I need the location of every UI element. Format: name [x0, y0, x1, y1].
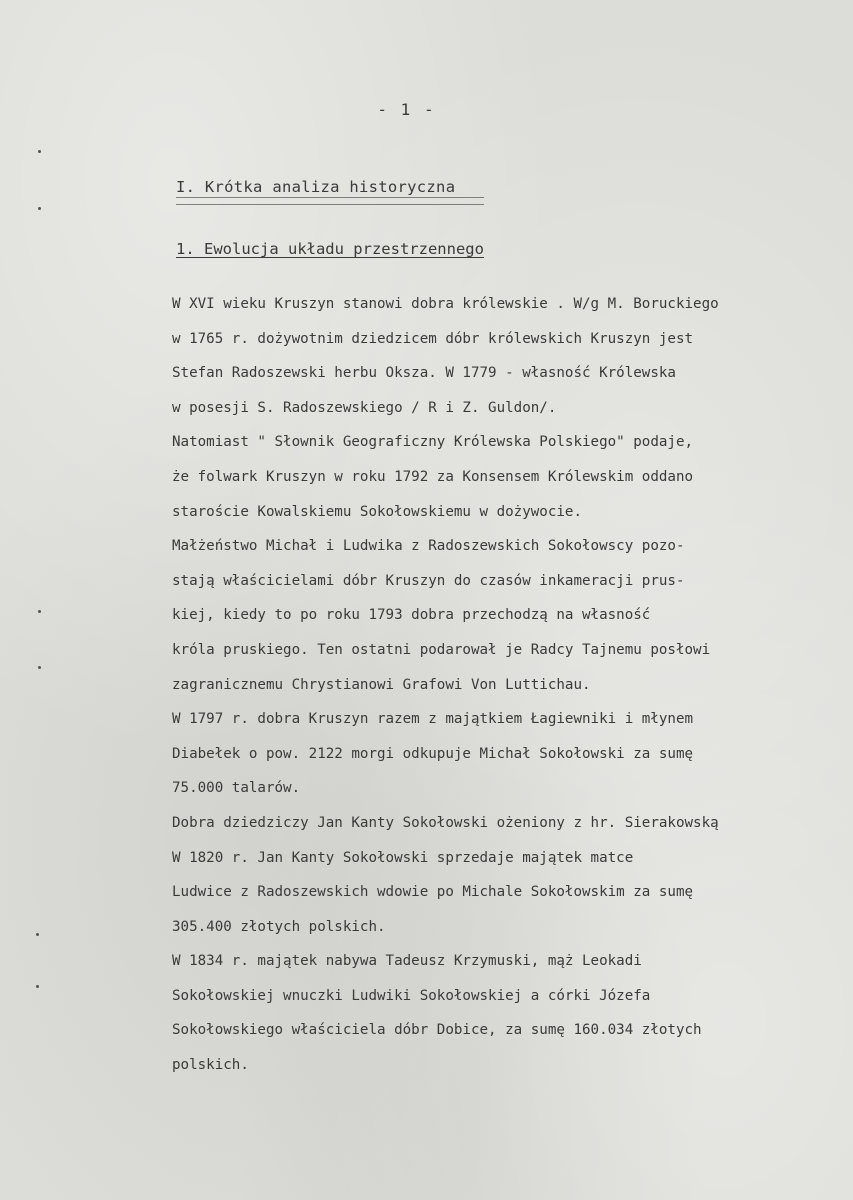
body-line: Sokołowskiej wnuczki Ludwiki Sokołowskiej a córki Józefa: [172, 987, 651, 1004]
body-line: Natomiast " Słownik Geograficzny Królewska Polskiego" podaje,: [172, 434, 694, 451]
body-line: Diabełek o pow. 2122 morgi odkupuje Michał Sokołowski za sumę: [172, 745, 694, 762]
body-line: staroście Kowalskiemu Sokołowskiemu w dożywocie.: [172, 503, 582, 520]
body-line: w 1765 r. dożywotnim dziedzicem dóbr królewskich Kruszyn jest: [172, 330, 694, 347]
body-line: Sokołowskiego właściciela dóbr Dobice, za sumę 160.034 złotych: [172, 1022, 702, 1039]
subsection-heading: 1. Ewolucja układu przestrzennego: [176, 240, 484, 258]
body-text: [172, 287, 852, 1083]
body-line: polskich.: [172, 1057, 249, 1074]
body-line: W 1797 r. dobra Kruszyn razem z majątkiem Łagiewniki i młynem: [172, 711, 694, 728]
binder-hole-mark: [38, 610, 41, 613]
body-line: 305.400 złotych polskich.: [172, 918, 386, 935]
body-line: Ludwice z Radoszewskich wdowie po Michale Sokołowskim za sumę: [172, 884, 694, 901]
binder-hole-mark: [38, 207, 41, 210]
body-line: że folwark Kruszyn w roku 1792 za Konsensem Królewskim oddano: [172, 468, 694, 485]
body-line: stają właścicielami dóbr Kruszyn do czasów inkameracji prus-: [172, 572, 685, 589]
section-heading: I. Krótka analiza historyczna: [176, 178, 456, 196]
binder-hole-mark: [38, 150, 41, 153]
body-line: W 1820 r. Jan Kanty Sokołowski sprzedaje majątek matce: [172, 849, 634, 866]
body-line: W XVI wieku Kruszyn stanowi dobra królewskie . W/g M. Boruckiego: [172, 296, 719, 312]
body-line: Stefan Radoszewski herbu Oksza. W 1779 - własność Królewska: [172, 365, 676, 382]
body-line: W 1834 r. majątek nabywa Tadeusz Krzymuski, mąż Leokadi: [172, 953, 642, 970]
binder-hole-mark: [36, 985, 39, 988]
binder-hole-mark: [36, 933, 39, 936]
body-line: zagranicznemu Chrystianowi Grafowi Von Luttichau.: [172, 676, 591, 693]
body-line: w posesji S. Radoszewskiego / R i Z. Guldon/.: [172, 399, 557, 416]
binder-hole-mark: [38, 666, 41, 669]
section-heading-double-underline: [176, 197, 484, 205]
body-line: Małżeństwo Michał i Ludwika z Radoszewskich Sokołowscy pozo-: [172, 538, 685, 555]
body-line: Dobra dziedziczy Jan Kanty Sokołowski ożeniony z hr. Sierakowską: [172, 814, 719, 831]
page-number: - 1 -: [377, 100, 436, 119]
body-line: króla pruskiego. Ten ostatni podarował je Radcy Tajnemu posłowi: [172, 641, 711, 658]
body-line: kiej, kiedy to po roku 1793 dobra przechodzą na własność: [172, 607, 651, 624]
body-line: 75.000 talarów.: [172, 780, 301, 797]
